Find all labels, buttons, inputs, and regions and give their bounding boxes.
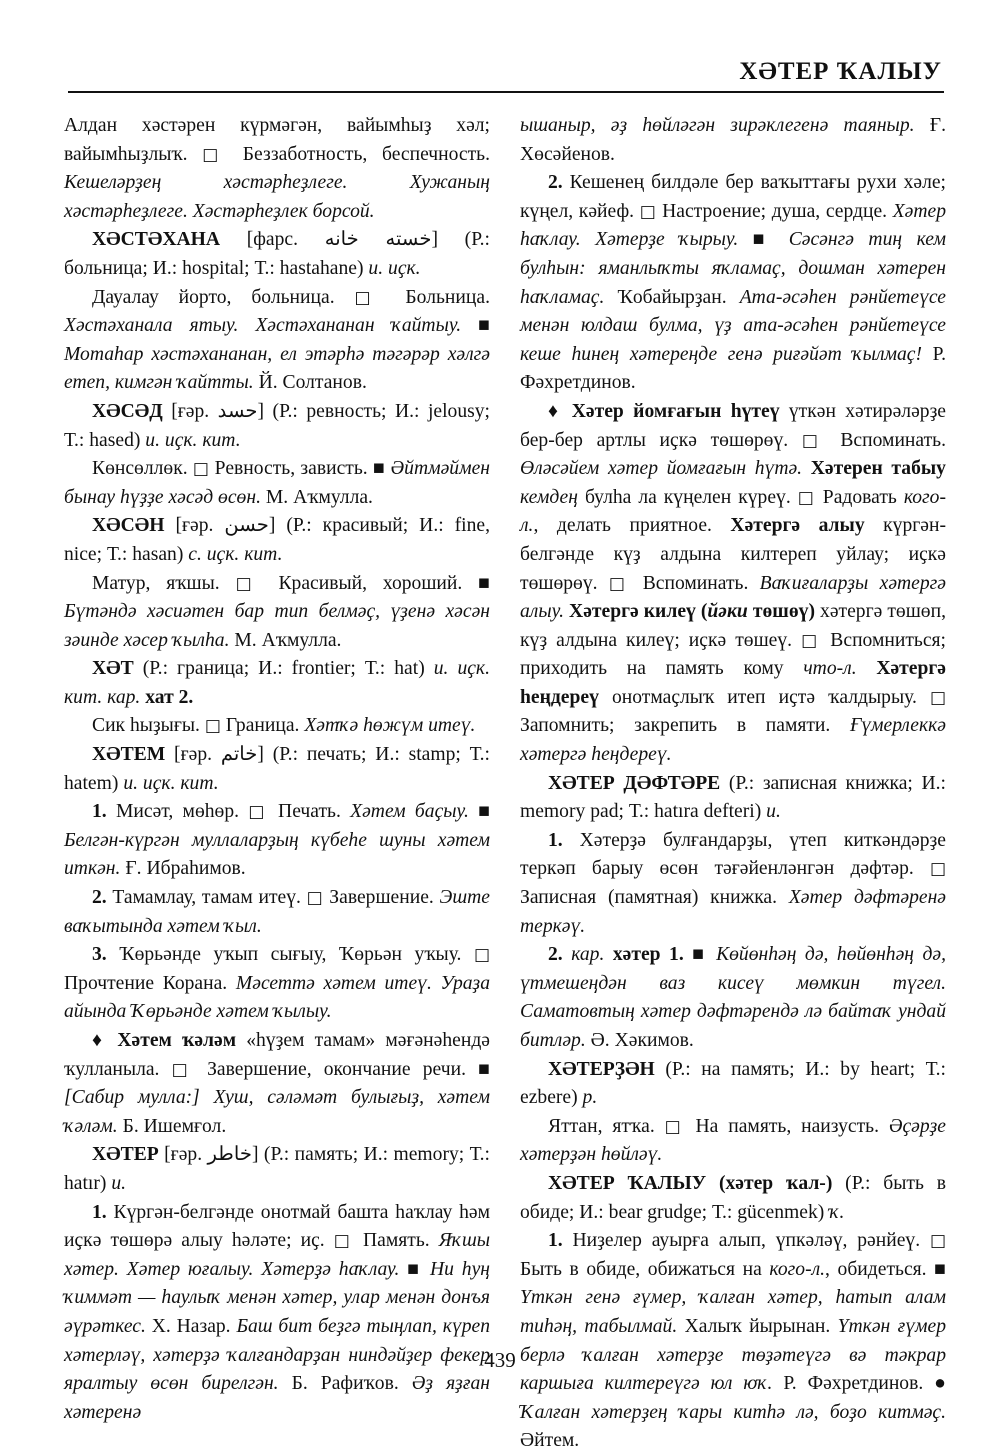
dictionary-entry-paragraph: ХӘСӘН [ғәр. حسن] (Р.: красивый; И.: fine, nice; Т.: hasan) с. иҫк. кит.: [64, 515, 490, 565]
dictionary-entry-paragraph: Яттан, ятҡа. □ На память, наизусть. Әҫәрҙе хәтерҙән һөйләү.: [520, 1115, 946, 1166]
dictionary-entry-paragraph: Көнсөллөк. □ Ревность, зависть. ■ Әйтмәймен бынау һүҙҙе хәсәд өсөн. М. Аҡмулла.: [64, 458, 491, 508]
dictionary-entry-paragraph: ХӘТ (Р.: граница; И.: frontier; Т.: hat) и. иҫк. кит. кар. хат 2.: [64, 658, 490, 708]
left-column: [64, 112, 490, 1427]
dictionary-entry-paragraph: ХӘТЕР ҠАЛЫУ (хәтер ҡал-) (Р.: быть в обиде; И.: bear grudge; Т.: gücenmek) ҡ.: [520, 1172, 946, 1223]
dictionary-entry-paragraph: ♦ Хәтер йомғағын һүтеү үткән хәтирәләрҙе бер-бер артлы иҫкә төшөрөү. □ Вспоминать. Өләсәйем хәтер йомғағын һүтә. Хәтерен табыу кемдең булһа ла күңелен күреү. □ Радовать кого-л., делать приятное. Хәтергә алыу күргән-белгәнде күҙ алдына килтереп уйлау; иҫкә төшөрөү. □ Вспоминать. Ваҡиғаларҙы хәтергә алыу. Хәтергә килеү (йәки төшөү) хәтергә төшөп, күҙ алдына килеү; иҫкә төшеү. □ Вспомниться; приходить на память кому что-л. Хәтергә һеңдереү онотмаҫлыҡ итеп иҫтә ҡалдырыу. □ Запомнить; закрепить в памяти. Ғүмерлеккә хәтергә һеңдереү.: [520, 400, 947, 766]
dictionary-entry-paragraph: Алдан хәстәрен күрмәгән, вайымһыҙ хәл; вайымһыҙлыҡ. □ Беззаботность, беспечность. Кешеләрҙең хәстәрһеҙлеге. Хужаның хәстәрһеҙлеге. Хәстәрһеҙлек борсой.: [64, 115, 491, 222]
dictionary-entry-paragraph: Сик һыҙығы. □ Граница. Хәтҡә һөжүм итеү.: [92, 715, 476, 737]
dictionary-entry-paragraph: 2. Кешенең билдәле бер ваҡыттағы рухи хәле; күңел, кәйеф. □ Настроение; душа, сердце. Хәтер һаҡлау. Хәтерҙе ҡырыу. ■ Сәсәнгә тиң кем булһын: яманлыҡты яҡламаҫ, дошман хәтерен һаҡламаҫ. Ҡобайырҙан. Ата-әсәһен рәнйетеүсе менән юлдаш булма, үҙ ата-әсәһен рәнйетеүсе кеше һинең хәтереңде генә риғәйәт ҡылмаҫ! Р. Фәхретдинов.: [520, 172, 947, 394]
dictionary-entry-paragraph: 1. Ниҙелер ауырға алып, үпкәләү, рәнйеү. □ Быть в обиде, обижаться на кого-л., обидеться. ■ Үткән генә ғүмер, ҡалған хәтер, һатып алам тиһәң, табылмай. Халыҡ йырынан. Үткән ғүмер берлә ҡалған хәтерҙе төҙәтеүгә вә тәкрар каршыға килтереүгә юл юҡ. Р. Фәхретдинов. ● Ҡалған хәтерҙең ҡары китһә лә, боҙо китмәҫ. Әйтем.: [520, 1230, 947, 1452]
running-head: ХӘТЕР ҠАЛЫУ: [739, 58, 942, 85]
dictionary-entry-paragraph: 1. Хәтерҙә булғандарҙы, үтеп киткәндәрҙе теркәп барыу өсөн тәғәйенләнгән дәфтәр. □ Записная (памятная) книжка. Хәтер дәфтәренә теркәү.: [520, 829, 946, 937]
dictionary-entry-paragraph: ышаныр, әҙ һөйләгән зирәклегенә таяныр. Ғ. Хөсәйенов.: [520, 115, 946, 165]
dictionary-entry-paragraph: ♦ Хәтем ҡәләм «һүҙем тамам» мәғәнәһендә ҡулланыла. □ Завершение, окончание речи. ■ [Сабир мулла:] Хуш, сәләмәт булығыҙ, хәтем ҡәләм. Б. Ишемғол.: [64, 1030, 491, 1137]
page-number: 439: [484, 1348, 516, 1372]
header-rule: [68, 91, 944, 93]
dictionary-entry-paragraph: 2. кар. хәтер 1. ■ Көйөнһәң дә, һөйөнһәң дә, үтмешеңдән ваз кисеү мөмкин түгел. Саматовтың хәтер дәфтәрендә лә байтаҡ ундай битләр. Ә. Хәкимов.: [520, 944, 947, 1051]
dictionary-entry-paragraph: Матур, яҡшы. □ Красивый, хороший. ■ Бүтәндә хәсиәтен бар тип белмәҫ, үҙенә хәсән зәинде хәсер ҡылһа. М. Аҡмулла.: [64, 572, 491, 651]
right-column: [520, 112, 946, 1456]
dictionary-entry-paragraph: 3. Ҡөрьәнде уҡып сығыу, Ҡөрьән уҡыу. □ Прочтение Корана. Мәсеттә хәтем итеү. Ураҙа айында Ҡөрьәнде хәтем ҡылыу.: [64, 944, 490, 1023]
dictionary-entry-paragraph: ХӘТЕРҘӘН (Р.: на память; И.: by heart; Т.: ezbere) р.: [520, 1058, 946, 1109]
dictionary-entry-paragraph: ХӘТЕМ [ғәр. خاتم] (Р.: печать; И.: stamp; Т.: hatem) и. иҫк. кит.: [64, 744, 490, 794]
dictionary-entry-paragraph: ХӘСТӘХАНА [фарс. خسته خانه] (Р.: больница; И.: hospital; Т.: hastahane) и. иҫк.: [64, 229, 490, 279]
dictionary-entry-paragraph: ХӘСӘД [ғәр. حسد] (Р.: ревность; И.: jelousy; Т.: hased) и. иҫк. кит.: [64, 400, 490, 451]
dictionary-entry-paragraph: 1. Күргән-белгәнде онотмай баштa һаҡлау һәм иҫкә төшөрә алыу һәләте; иҫ. □ Память. Яҡшы хәтер. Хәтер юғалыу. Хәтерҙә һаҡлау. ■ Ни һуң ҡиммәт — һаулыҡ менән хәтер, улар менән донъя әүрәткес. Х. Назар. Баш бит беҙгә тыңлап, күреп хәтерләү, хәтерҙә ҡалғандарҙан ниндәйҙер фекер яралтыу өсөн бирелгән. Б. Рафиҡов. Әҙ яҙған хәтеренә: [64, 1201, 491, 1423]
dictionary-entry-paragraph: ХӘТЕР [ғәр. خاطر] (Р.: память; И.: memory; Т.: hatır) и.: [64, 1144, 490, 1194]
dictionary-entry-paragraph: Дауалау йорто, больница. □ Больница. Хәстәханала ятыу. Хәстәхананан ҡайтыу. ■ Мотаһар хәстәхананан, ел этәрһә тәгәрәр хәлгә етеп, кимгән ҡайтты. Й. Солтанов.: [64, 286, 491, 394]
dictionary-entry-paragraph: 1. Мисәт, мөһөр. □ Печать. Хәтем баҫыу. ■ Белгән-күргән муллаларҙың күбеһе шуны хәтем иткән. Ғ. Ибраһимов.: [64, 801, 491, 880]
dictionary-entry-paragraph: 2. Тамамлау, тамам итеү. □ Завершение. Эште ваҡытында хәтем ҡыл.: [64, 887, 490, 937]
dictionary-entry-paragraph: ХӘТЕР ДӘФТӘРЕ (Р.: записная книжка; И.: memory pad; Т.: hatıra defteri) и.: [520, 772, 946, 823]
